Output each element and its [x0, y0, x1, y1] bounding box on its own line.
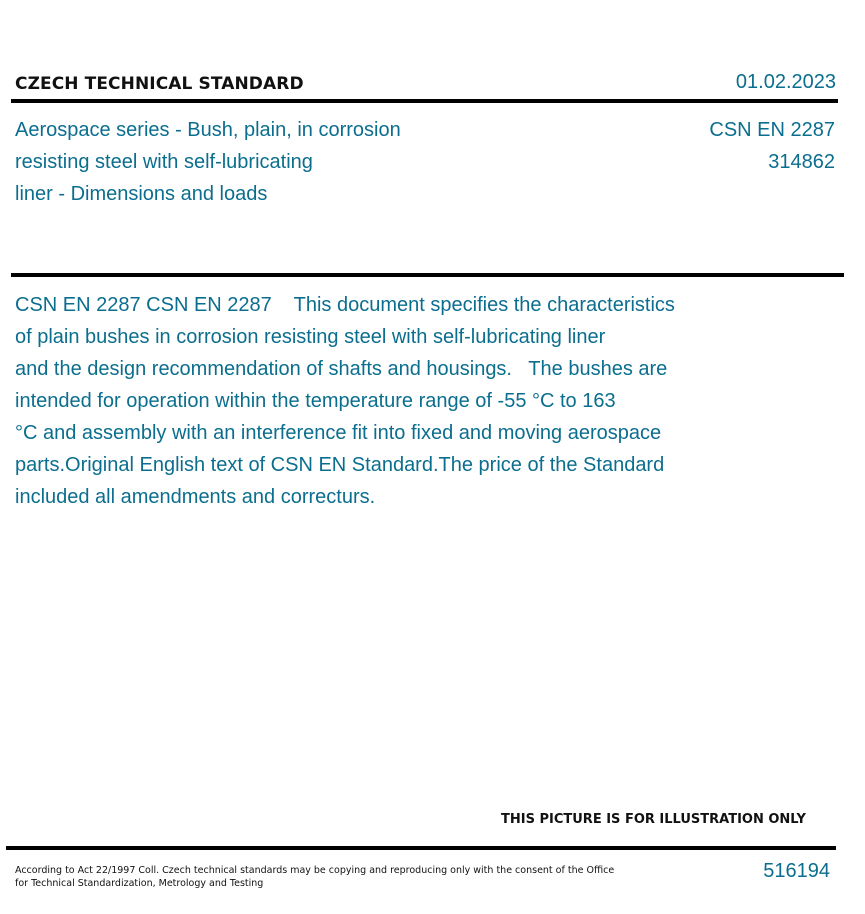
standard-code: CSN EN 2287: [709, 119, 835, 141]
description-line: CSN EN 2287 CSN EN 2287 This document specifies the characteristics: [15, 294, 675, 316]
header-date: 01.02.2023: [735, 71, 836, 93]
header-divider: [11, 99, 838, 103]
description-line: and the design recommendation of shafts and housings. The bushes are: [15, 358, 668, 380]
legal-note: [15, 864, 614, 890]
description-line: °C and assembly with an interference fit into fixed and moving aerospace: [15, 422, 662, 444]
description-line: parts.Original English text of CSN EN Standard.The price of the Standard: [15, 454, 665, 476]
standard-title-line: liner - Dimensions and loads: [15, 183, 268, 205]
standard-number: 314862: [768, 151, 835, 173]
legal-note-line: for Technical Standardization, Metrology and Testing: [15, 878, 264, 889]
title-divider: [11, 273, 844, 277]
illustration-note: THIS PICTURE IS FOR ILLUSTRATION ONLY: [501, 812, 806, 827]
standard-code-block: [709, 114, 835, 178]
footer-divider: [6, 846, 836, 850]
description-line: included all amendments and correcturs.: [15, 486, 376, 508]
standard-title-line: Aerospace series - Bush, plain, in corrosion: [15, 119, 401, 141]
catalog-number: 516194: [763, 860, 830, 882]
legal-note-line: According to Act 22/1997 Coll. Czech technical standards may be copying and reproducing only with the consent of the Office: [15, 865, 615, 876]
standard-title-line: resisting steel with self-lubricating: [15, 151, 313, 173]
standard-title: [15, 114, 485, 210]
description-line: of plain bushes in corrosion resisting steel with self-lubricating liner: [15, 326, 606, 348]
description: [15, 289, 775, 513]
description-line: intended for operation within the temperature range of -55 °C to 163: [15, 390, 616, 412]
header-label: CZECH TECHNICAL STANDARD: [15, 74, 304, 94]
